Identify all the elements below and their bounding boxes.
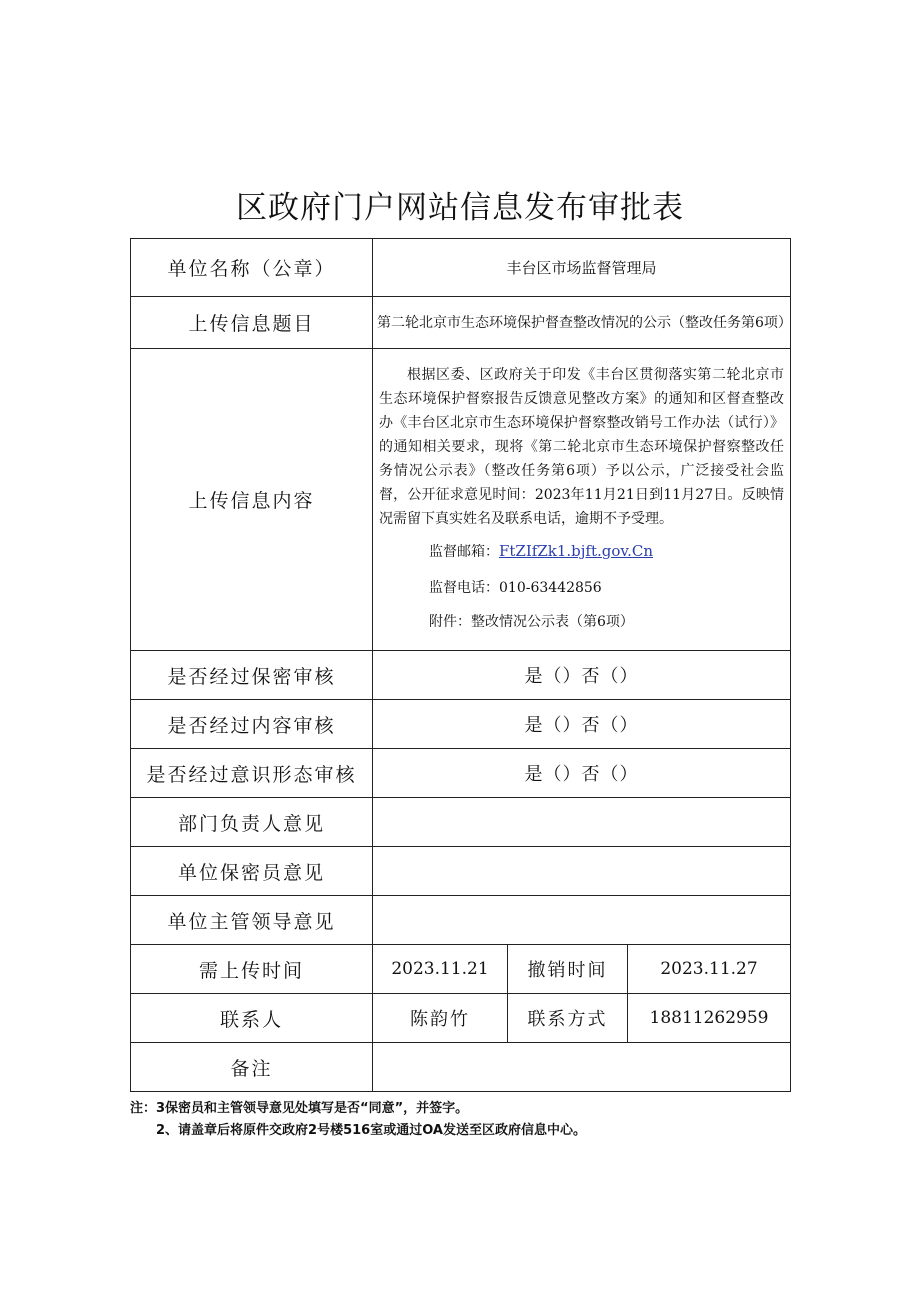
content-review-label: 是否经过内容审核 [131,700,373,749]
note-line-2: 2、请盖章后将原件交政府2号楼516室或通过OA发送至区政府信息中心。 [156,1123,586,1138]
row-remarks [131,1043,791,1092]
row-secrecy-officer-opinion [131,847,791,896]
security-review-label: 是否经过保密审核 [131,651,373,700]
content-cell [373,349,791,651]
footnotes [130,1098,586,1142]
row-topic [131,297,791,349]
secrecy-officer-opinion-label: 单位保密员意见 [131,847,373,896]
unit-name-label: 单位名称（公章） [131,239,373,297]
row-content [131,349,791,651]
content-label: 上传信息内容 [131,349,373,651]
content-body: 根据区委、区政府关于印发《丰台区贯彻落实第二轮北京市生态环境保护督察报告反馈意见整改方案》的通知和区督查整改办《丰台区北京市生态环境保护督察整改销号工作办法（试行）》的通知相关要求，现将《第二轮北京市生态环境保护督察整改任务情况公示表》（整改任务第6项）予以公示，广泛接受社会监督，公开征求意见时间：2023年11月21日到11月27日。反映情况需留下真实姓名及联系电话，逾期不予受理。 [379,367,785,527]
ideology-review-label: 是否经过意识形态审核 [131,749,373,798]
upload-time-value: 2023.11.21 [373,945,508,994]
row-security-review [131,651,791,700]
page-title: 区政府门户网站信息发布审批表 [236,190,684,226]
row-content-review [131,700,791,749]
topic-value: 第二轮北京市生态环境保护督查整改情况的公示（整改任务第6项） [377,314,792,331]
topic-cell [373,297,791,349]
remarks-field[interactable] [373,1043,791,1092]
row-unit-name [131,239,791,297]
supervision-phone: 010-63442856 [499,580,602,596]
attachment-line: 附件：整改情况公示表（第6项） [429,614,634,630]
leader-opinion-field[interactable] [373,896,791,945]
note-line-1: 注：3保密员和主管领导意见处填写是否“同意”，并签字。 [130,1101,469,1116]
security-review-choice[interactable]: 是（）否（） [373,651,791,700]
contact-person-label: 联系人 [131,994,373,1043]
ideology-review-choice[interactable]: 是（）否（） [373,749,791,798]
supervision-phone-line [429,576,784,600]
content-review-choice[interactable]: 是（）否（） [373,700,791,749]
row-leader-opinion [131,896,791,945]
upload-time-label: 需上传时间 [131,945,373,994]
unit-name-value: 丰台区市场监督管理局 [373,239,791,297]
revoke-time-value: 2023.11.27 [628,945,791,994]
contact-person-value: 陈韵竹 [373,994,508,1043]
approval-form-table [130,238,791,1092]
row-times [131,945,791,994]
row-dept-head-opinion [131,798,791,847]
email-label: 监督邮箱： [429,544,499,560]
dept-head-opinion-label: 部门负责人意见 [131,798,373,847]
leader-opinion-label: 单位主管领导意见 [131,896,373,945]
topic-label: 上传信息题目 [131,297,373,349]
row-contact [131,994,791,1043]
remarks-label: 备注 [131,1043,373,1092]
supervision-email-line [429,539,784,564]
secrecy-officer-opinion-field[interactable] [373,847,791,896]
contact-method-label: 联系方式 [508,994,628,1043]
dept-head-opinion-field[interactable] [373,798,791,847]
revoke-time-label: 撤销时间 [508,945,628,994]
contact-method-value: 18811262959 [628,994,791,1043]
phone-label: 监督电话： [429,580,499,596]
supervision-email-link[interactable]: FtZIfZk1.bjft.gov.Cn [499,542,653,560]
row-ideology-review [131,749,791,798]
